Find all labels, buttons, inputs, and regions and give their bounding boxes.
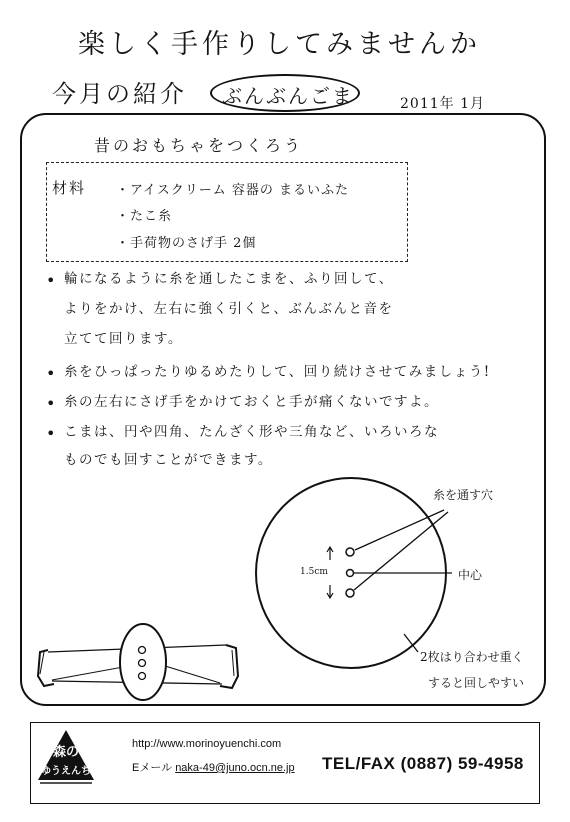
left-handle <box>38 650 54 686</box>
forest-logo <box>36 728 96 790</box>
intro-label: 今月の紹介 <box>52 80 187 108</box>
side-disc <box>120 624 166 700</box>
material-item: ・アイスクリーム 容器の まるいふた <box>116 183 349 198</box>
section-heading: 昔のおもちゃをつくろう <box>94 136 304 155</box>
paragraph-line: ものでも回すことができます。 <box>64 452 273 468</box>
paragraph-line: 輪になるように糸を通したこまを、ふり回して、 <box>64 271 394 287</box>
paragraph-line: こまは、円や四角、たんざく形や三角など、いろいろな <box>64 424 439 440</box>
note-line-1: 2枚はり合わせ重く <box>420 650 524 664</box>
center-point <box>347 570 354 577</box>
paragraph-line: 糸をひっぱったりゆるめたりして、回り続けさせてみましょう! <box>64 364 491 380</box>
material-item: ・手荷物のさげ手 2個 <box>116 236 257 251</box>
materials-label: 材料 <box>52 179 87 197</box>
note-line-2: すると回しやすい <box>428 676 525 690</box>
holes-pointer-1 <box>355 510 444 550</box>
paragraph-line: 糸の左右にさげ手をかけておくと手が痛くないですよ。 <box>64 394 439 410</box>
email-link[interactable]: naka-49@juno.ocn.ne.jp <box>175 762 295 774</box>
spacing-label: 1.5cm <box>300 567 328 577</box>
holes-pointer-2 <box>354 512 448 590</box>
right-handle <box>220 645 238 688</box>
bullet-mark: • <box>46 364 56 383</box>
bullet-mark: • <box>46 424 56 443</box>
holes-label: 糸を通す穴 <box>433 488 494 502</box>
website-link[interactable]: http://www.morinoyuenchi.com <box>132 738 282 750</box>
hole-lower <box>346 589 354 597</box>
email-label: Eメール <box>132 762 173 774</box>
date-label: 2011年 1月 <box>400 96 485 112</box>
subject-name: ぶんぶんごま <box>222 84 354 108</box>
hole-upper <box>346 548 354 556</box>
tel-fax: TEL/FAX (0887) 59-4958 <box>322 754 524 773</box>
material-item: ・たこ糸 <box>116 209 173 224</box>
email-row <box>132 759 295 775</box>
paragraph-line: 立てて回ります。 <box>64 331 183 347</box>
bullet-mark: • <box>46 271 56 290</box>
center-label: 中心 <box>458 568 483 582</box>
paragraph-line: よりをかけ、左右に強く引くと、ぶんぶんと音を <box>64 301 394 317</box>
page-title: 楽しく手作りしてみませんか <box>78 29 481 60</box>
logo-bottom-text: ゆうえんち <box>41 766 91 777</box>
logo-top-text: 森の <box>52 745 80 760</box>
bullet-mark: • <box>46 394 56 413</box>
